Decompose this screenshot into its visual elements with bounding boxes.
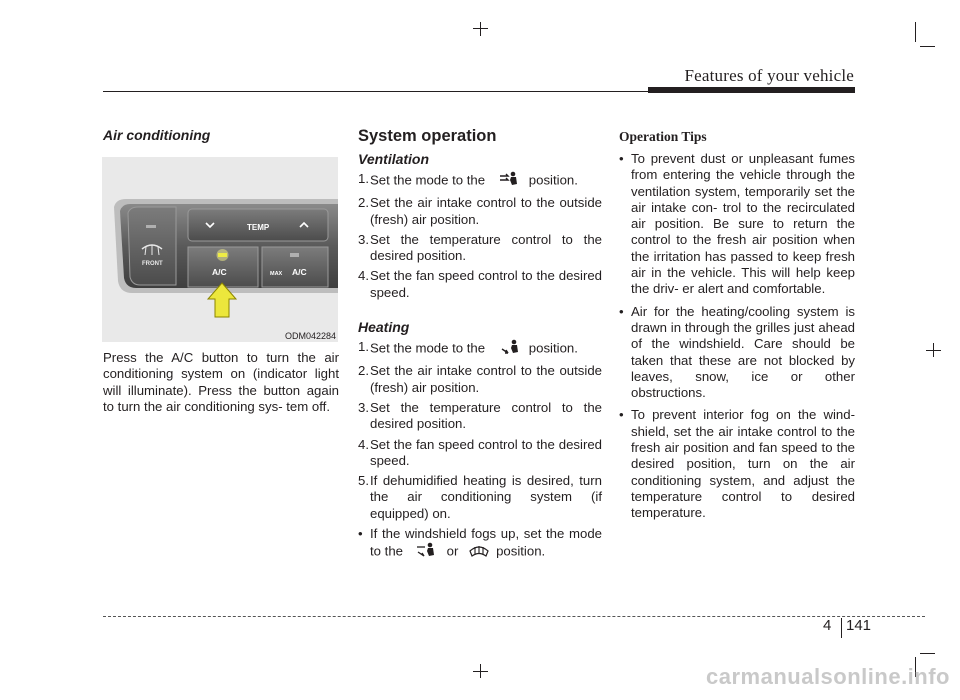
ventilation-steps [358, 171, 602, 301]
bullet-dot: • [619, 151, 624, 166]
footer-separator [841, 618, 842, 638]
section-heading-air-conditioning: Air conditioning [103, 127, 211, 143]
crop-mark-top-center-v [480, 22, 481, 36]
list-item: 4. Set the fan speed control to the desired speed. [358, 436, 602, 468]
ac-paragraph: Press the A/C button to turn the air conditioning system on (indicator light will illuminate). Press the button again to turn the air conditioning sys- tem off. [103, 350, 339, 414]
vent-mode-icon [499, 171, 521, 191]
list-item: • To prevent interior fog on the wind- shield, set the air intake control to the fresh air position and fan speed to the desired position, turn on the air conditioning system, and adjust the temperature control to desired temperature. [619, 407, 855, 521]
max-label: MAX [270, 271, 283, 277]
list-item: 1. Set the mode to the position. [358, 171, 602, 191]
section-heading-system-operation: System operation [358, 127, 497, 145]
crop-mark-top-center-h [473, 28, 488, 29]
subheading-ventilation: Ventilation [358, 151, 430, 167]
ac-panel-illustration [102, 157, 338, 342]
column-operation-tips [619, 127, 855, 526]
crop-mark-bottom-center-h [473, 671, 488, 672]
crop-mark-top-right-v [915, 22, 916, 42]
column-air-conditioning [103, 127, 339, 143]
ac-control-figure [102, 157, 338, 342]
bullet-dot: • [358, 526, 363, 542]
list-item: 5. If dehumidified heating is desired, turn the air conditioning system (if equipped) on. [358, 473, 602, 521]
front-label: FRONT [142, 261, 163, 267]
crop-mark-right-center-h [926, 350, 941, 351]
chapter-number: 4 [823, 617, 832, 634]
figure-code: ODM042284 [284, 331, 336, 341]
crop-mark-bottom-right-h [920, 653, 935, 654]
page-header-title: Features of your vehicle [684, 66, 854, 85]
list-item: • To prevent dust or unpleasant fumes from entering the vehicle through the ventilation system, temporarily set the air intake con- trol to the recirculated air position. Be sure to return the control to the fresh air position when the irritation has passed to keep fresh air in the vehicle. This will help keep the driv- er alert and comfortable. [619, 151, 855, 297]
list-item: 2. Set the air intake control to the outside (fresh) air position. [358, 363, 602, 395]
list-item: 3. Set the temperature control to the desired position. [358, 231, 602, 264]
list-item: 4. Set the fan speed control to the desired speed. [358, 268, 602, 300]
header-rule-bar [648, 87, 855, 93]
page-number: 141 [846, 617, 872, 634]
ac-label: A/C [212, 267, 227, 277]
defrost-icon [468, 542, 490, 562]
watermark: carmanualsonline.info [706, 664, 950, 689]
heating-steps [358, 339, 602, 522]
operation-tips-list [619, 151, 855, 522]
bullet-dot: • [619, 407, 624, 423]
list-item: 2. Set the air intake control to the outside (fresh) air position. [358, 195, 602, 227]
list-item: • If the windshield fogs up, set the mode to the or position. [358, 526, 602, 563]
list-item: 1. Set the mode to the position. [358, 339, 602, 359]
temp-label: TEMP [247, 223, 270, 232]
footer-rule [103, 616, 925, 617]
max-ac-label: A/C [292, 267, 307, 277]
subheading-heating: Heating [358, 319, 410, 336]
floor-mode-icon [499, 339, 521, 359]
list-item: • Air for the heating/cooling system is drawn in through the grilles just ahead of the windshield. Care should be taken that these are not blocked by leaves, snow, ice or other obstructions. [619, 303, 855, 401]
section-heading-operation-tips: Operation Tips [619, 129, 707, 144]
crop-mark-top-right-h [920, 46, 935, 47]
floor-defrost-mode-icon [415, 542, 439, 562]
column-system-operation [358, 127, 602, 567]
bullet-dot: • [619, 303, 624, 319]
list-item: 3. Set the temperature control to the desired position. [358, 399, 602, 432]
